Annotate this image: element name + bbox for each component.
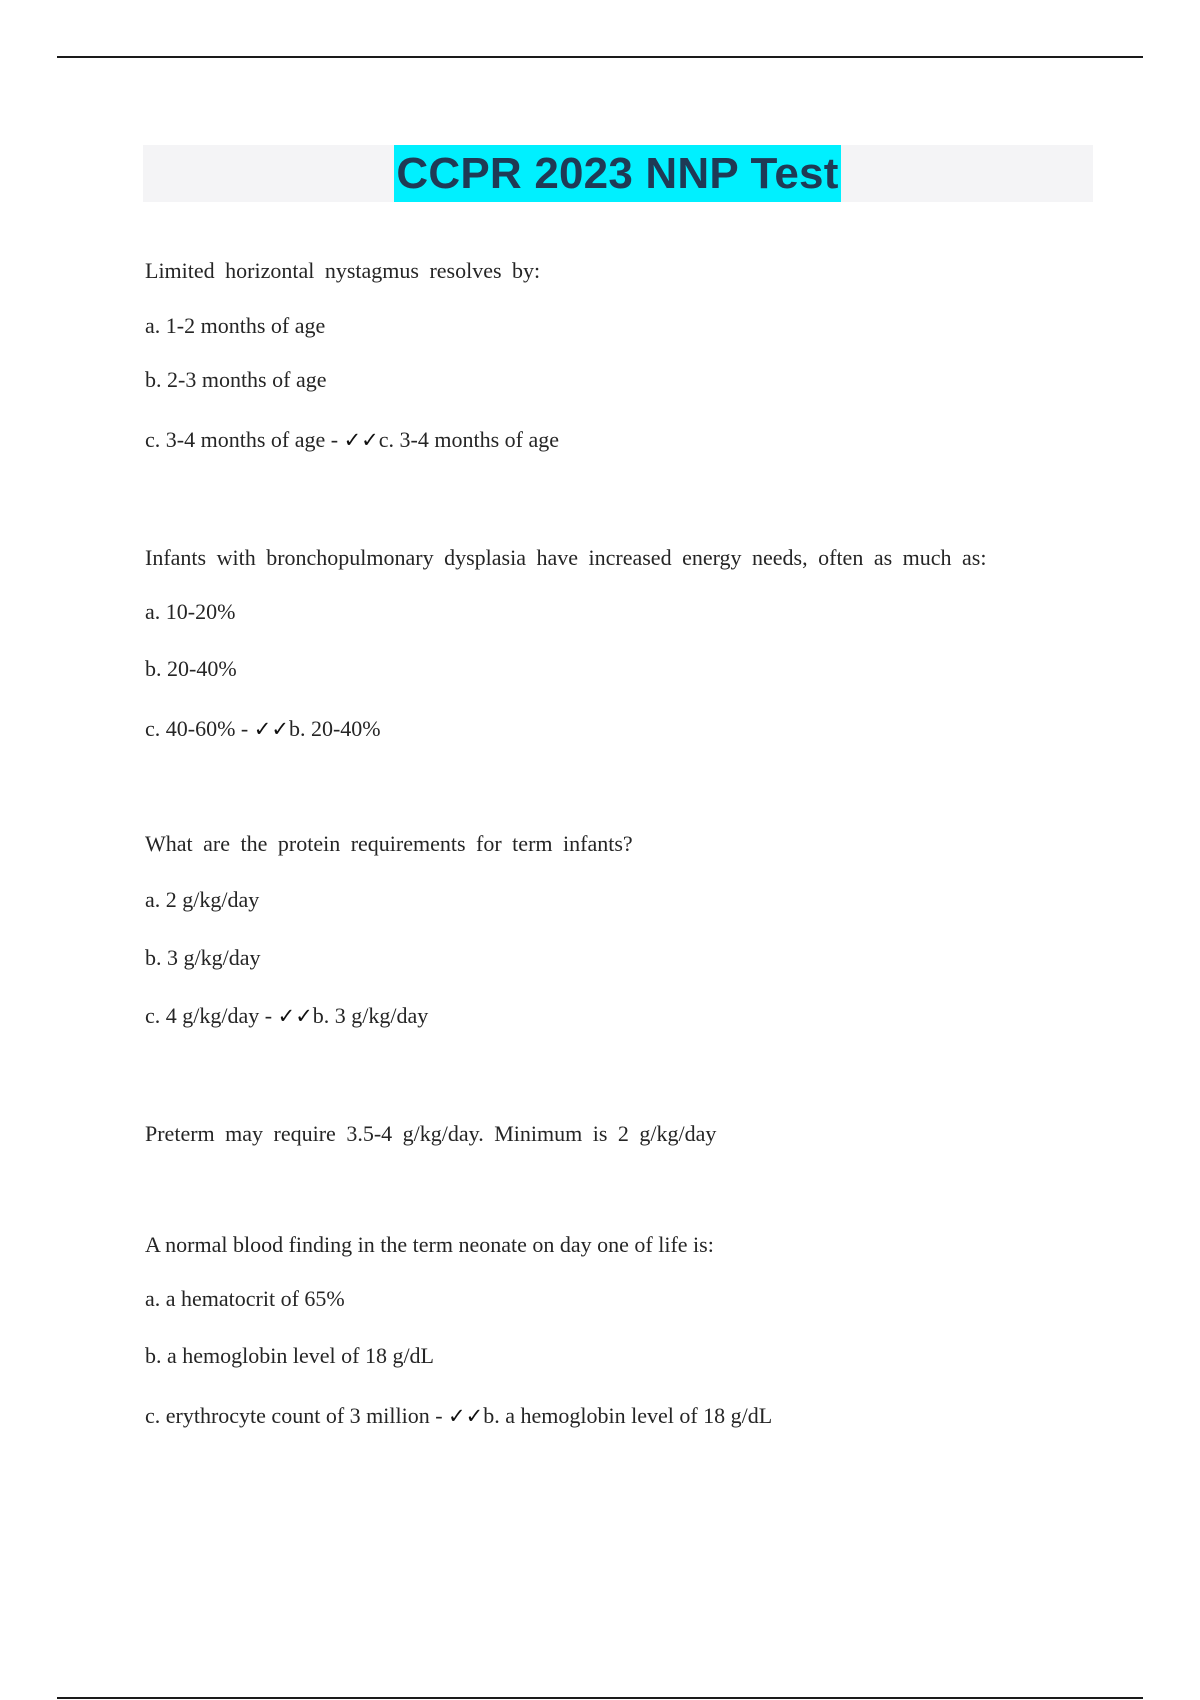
bottom-rule [57, 1697, 1143, 1699]
question-3-option-c: c. 4 g/kg/day - [145, 1003, 278, 1028]
title-container [0, 145, 1200, 202]
check-icon: ✓✓ [448, 1404, 484, 1428]
question-4-answer: b. a hemoglobin level of 18 g/dL [483, 1403, 773, 1428]
question-1-text: Limited horizontal nystagmus resolves by: [145, 258, 541, 283]
question-4-option-c-with-answer [145, 1402, 772, 1430]
question-2-option-c: c. 40-60% - [145, 716, 254, 741]
question-2-option-a: a. 10-20% [145, 599, 236, 624]
question-4-option-c: c. erythrocyte count of 3 million - [145, 1403, 449, 1428]
question-3-option-a: a. 2 g/kg/day [145, 887, 260, 912]
question-3-option-c-with-answer [145, 1002, 428, 1030]
question-3-option-b: b. 3 g/kg/day [145, 945, 261, 970]
question-2-option-c-with-answer [145, 715, 381, 743]
question-4-text: A normal blood finding in the term neonate on day one of life is: [145, 1232, 714, 1257]
question-4-option-b: b. a hemoglobin level of 18 g/dL [145, 1343, 434, 1368]
question-1-answer: c. 3-4 months of age [378, 427, 559, 452]
question-1-option-c: c. 3-4 months of age - [145, 427, 344, 452]
question-1-option-c-with-answer [145, 426, 559, 454]
document-title: CCPR 2023 NNP Test [394, 145, 840, 202]
question-3-text: What are the protein requirements for term infants? [145, 831, 633, 856]
check-icon: ✓✓ [253, 717, 289, 741]
check-icon: ✓✓ [277, 1004, 313, 1028]
question-2-option-b: b. 20-40% [145, 656, 237, 681]
question-1-option-a: a. 1-2 months of age [145, 313, 326, 338]
question-1-option-b: b. 2-3 months of age [145, 367, 327, 392]
protein-note: Preterm may require 3.5-4 g/kg/day. Minimum is 2 g/kg/day [145, 1121, 717, 1146]
top-rule [57, 56, 1143, 58]
question-3-answer: b. 3 g/kg/day [312, 1003, 429, 1028]
question-2-answer: b. 20-40% [288, 716, 381, 741]
question-2-text: Infants with bronchopulmonary dysplasia have increased energy needs, often as much as: [145, 545, 987, 570]
check-icon: ✓✓ [343, 428, 379, 452]
question-4-option-a: a. a hematocrit of 65% [145, 1286, 345, 1311]
